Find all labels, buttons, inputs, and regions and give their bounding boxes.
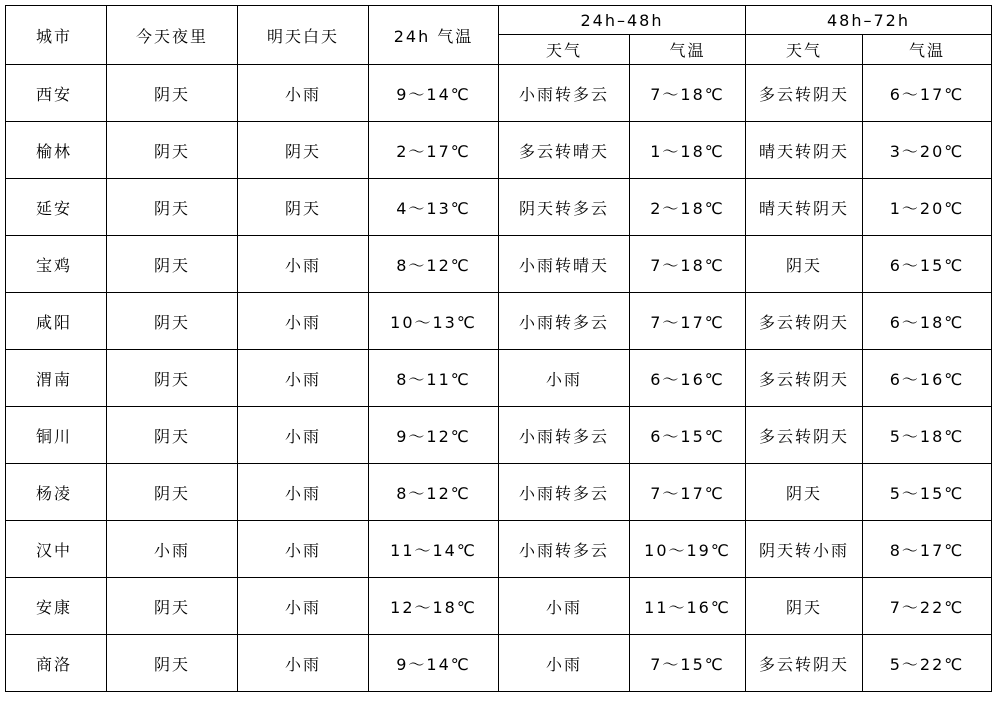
cell-city: 汉中: [6, 521, 107, 578]
cell-tonight: 阴天: [107, 350, 238, 407]
table-row: [6, 179, 992, 236]
cell-temp-24h: 9～14℃: [369, 65, 499, 122]
cell-weather-48-72: 多云转阴天: [746, 65, 863, 122]
cell-temp-24h: 2～17℃: [369, 122, 499, 179]
cell-temp-24h: 9～12℃: [369, 407, 499, 464]
header-weather-24-48: 天气: [499, 35, 630, 65]
cell-tonight: 阴天: [107, 464, 238, 521]
table-row: [6, 65, 992, 122]
cell-temp-48-72: 5～18℃: [863, 407, 992, 464]
cell-city: 安康: [6, 578, 107, 635]
cell-temp-24-48: 7～15℃: [630, 635, 746, 692]
cell-weather-48-72: 阴天: [746, 464, 863, 521]
cell-temp-24-48: 11～16℃: [630, 578, 746, 635]
cell-temp-48-72: 8～17℃: [863, 521, 992, 578]
table-row: [6, 236, 992, 293]
cell-tonight: 阴天: [107, 179, 238, 236]
cell-weather-48-72: 多云转阴天: [746, 293, 863, 350]
cell-temp-24h: 12～18℃: [369, 578, 499, 635]
cell-weather-24-48: 小雨转多云: [499, 293, 630, 350]
cell-city: 榆林: [6, 122, 107, 179]
cell-tomorrow-day: 阴天: [238, 179, 369, 236]
cell-temp-48-72: 6～16℃: [863, 350, 992, 407]
cell-temp-24h: 8～11℃: [369, 350, 499, 407]
cell-tomorrow-day: 小雨: [238, 521, 369, 578]
header-weather-48-72: 天气: [746, 35, 863, 65]
cell-weather-48-72: 多云转阴天: [746, 350, 863, 407]
cell-temp-48-72: 6～17℃: [863, 65, 992, 122]
cell-temp-48-72: 7～22℃: [863, 578, 992, 635]
table-row: [6, 521, 992, 578]
cell-weather-48-72: 多云转阴天: [746, 407, 863, 464]
cell-tomorrow-day: 小雨: [238, 635, 369, 692]
cell-tomorrow-day: 小雨: [238, 65, 369, 122]
cell-city: 咸阳: [6, 293, 107, 350]
cell-temp-24h: 11～14℃: [369, 521, 499, 578]
header-tonight: 今天夜里: [107, 6, 238, 65]
cell-tonight: 阴天: [107, 635, 238, 692]
cell-tomorrow-day: 小雨: [238, 578, 369, 635]
cell-tonight: 阴天: [107, 65, 238, 122]
table-row: [6, 578, 992, 635]
cell-weather-24-48: 小雨转多云: [499, 407, 630, 464]
cell-temp-24-48: 7～18℃: [630, 65, 746, 122]
cell-temp-24h: 8～12℃: [369, 464, 499, 521]
cell-weather-48-72: 多云转阴天: [746, 635, 863, 692]
cell-weather-24-48: 阴天转多云: [499, 179, 630, 236]
table-row: [6, 635, 992, 692]
cell-temp-24h: 9～14℃: [369, 635, 499, 692]
header-temp-24h: 24h 气温: [369, 6, 499, 65]
table-row: [6, 350, 992, 407]
cell-tomorrow-day: 小雨: [238, 350, 369, 407]
cell-temp-48-72: 1～20℃: [863, 179, 992, 236]
cell-temp-48-72: 6～18℃: [863, 293, 992, 350]
cell-temp-48-72: 6～15℃: [863, 236, 992, 293]
cell-city: 杨凌: [6, 464, 107, 521]
cell-temp-24-48: 7～18℃: [630, 236, 746, 293]
cell-temp-24-48: 7～17℃: [630, 464, 746, 521]
cell-tomorrow-day: 小雨: [238, 407, 369, 464]
cell-weather-24-48: 小雨转多云: [499, 521, 630, 578]
cell-temp-24-48: 6～15℃: [630, 407, 746, 464]
cell-temp-24-48: 1～18℃: [630, 122, 746, 179]
cell-temp-24h: 8～12℃: [369, 236, 499, 293]
cell-city: 宝鸡: [6, 236, 107, 293]
cell-tonight: 阴天: [107, 407, 238, 464]
cell-tonight: 阴天: [107, 578, 238, 635]
cell-temp-48-72: 5～22℃: [863, 635, 992, 692]
cell-temp-48-72: 3～20℃: [863, 122, 992, 179]
cell-weather-24-48: 多云转晴天: [499, 122, 630, 179]
cell-tomorrow-day: 小雨: [238, 464, 369, 521]
cell-temp-24-48: 10～19℃: [630, 521, 746, 578]
cell-tomorrow-day: 阴天: [238, 122, 369, 179]
cell-weather-48-72: 晴天转阴天: [746, 179, 863, 236]
cell-city: 商洛: [6, 635, 107, 692]
cell-temp-48-72: 5～15℃: [863, 464, 992, 521]
header-group-48-72: 48h–72h: [746, 6, 992, 35]
cell-tomorrow-day: 小雨: [238, 293, 369, 350]
cell-weather-24-48: 小雨: [499, 578, 630, 635]
cell-weather-24-48: 小雨转晴天: [499, 236, 630, 293]
cell-city: 西安: [6, 65, 107, 122]
header-group-24-48: 24h–48h: [499, 6, 746, 35]
cell-weather-24-48: 小雨转多云: [499, 464, 630, 521]
cell-tonight: 阴天: [107, 293, 238, 350]
cell-tonight: 阴天: [107, 236, 238, 293]
cell-weather-48-72: 晴天转阴天: [746, 122, 863, 179]
cell-tomorrow-day: 小雨: [238, 236, 369, 293]
cell-city: 延安: [6, 179, 107, 236]
cell-weather-48-72: 阴天转小雨: [746, 521, 863, 578]
cell-temp-24-48: 2～18℃: [630, 179, 746, 236]
table-header: [6, 6, 992, 65]
cell-city: 铜川: [6, 407, 107, 464]
cell-weather-48-72: 阴天: [746, 236, 863, 293]
cell-weather-24-48: 小雨: [499, 635, 630, 692]
table-row: [6, 293, 992, 350]
table-body: [6, 65, 992, 692]
cell-temp-24h: 10～13℃: [369, 293, 499, 350]
header-temp-48-72: 气温: [863, 35, 992, 65]
table-row: [6, 464, 992, 521]
table-row: [6, 122, 992, 179]
cell-temp-24-48: 7～17℃: [630, 293, 746, 350]
table-row: [6, 407, 992, 464]
cell-weather-24-48: 小雨转多云: [499, 65, 630, 122]
header-tomorrow-day: 明天白天: [238, 6, 369, 65]
forecast-table: [5, 5, 992, 692]
header-temp-24-48: 气温: [630, 35, 746, 65]
cell-weather-24-48: 小雨: [499, 350, 630, 407]
cell-temp-24h: 4～13℃: [369, 179, 499, 236]
cell-tonight: 阴天: [107, 122, 238, 179]
cell-tonight: 小雨: [107, 521, 238, 578]
header-row-top: [6, 6, 992, 35]
cell-city: 渭南: [6, 350, 107, 407]
header-city: 城市: [6, 6, 107, 65]
cell-temp-24-48: 6～16℃: [630, 350, 746, 407]
cell-weather-48-72: 阴天: [746, 578, 863, 635]
